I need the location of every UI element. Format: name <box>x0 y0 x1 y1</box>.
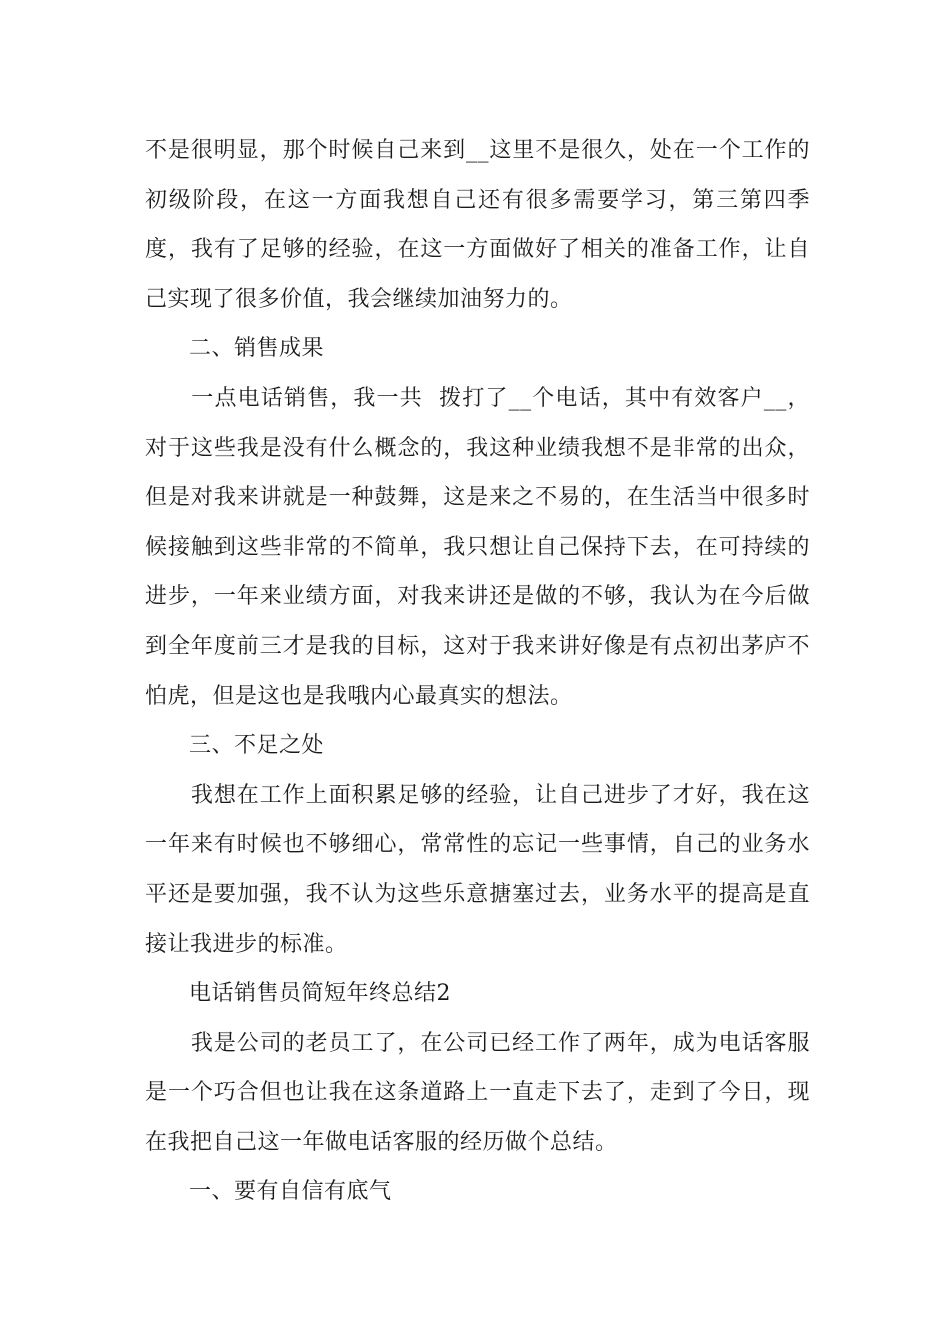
paragraph-work-experience: 不是很明显，那个时候自己来到__这里不是很久，处在一个工作的初级阶段，在这一方面我想自己还有很多需要学习，第三第四季度，我有了足够的经验，在这一方面做好了相关的准备工作，让自己实现了很多价值，我会继续加油努力的。 <box>145 138 810 312</box>
paragraph-intro-summary-2: 我是公司的老员工了，在公司已经工作了两年，成为电话客服是一个巧合但也让我在这条道路上一直走下去了，走到了今日，现在我把自己这一年做电话客服的经历做个总结。 <box>145 1030 810 1155</box>
section-heading-sales-results: 二、销售成果 <box>189 336 325 362</box>
section-heading-shortcomings: 三、不足之处 <box>189 733 325 759</box>
document-body <box>145 126 810 1217</box>
article-title-summary-2: 电话销售员简短年终总结2 <box>189 981 451 1007</box>
section-heading-confidence: 一、要有自信有底气 <box>189 1179 392 1205</box>
paragraph-shortcomings: 我想在工作上面积累足够的经验，让自己进步了才好，我在这一年来有时候也不够细心，常常性的忘记一些事情，自己的业务水平还是要加强，我不认为这些乐意搪塞过去，业务水平的提高是直接让我进步的标准。 <box>145 782 810 957</box>
paragraph-sales-results: 一点电话销售，我一共 拨打了__个电话，其中有效客户__，对于这些我是没有什么概念的，我这种业绩我想不是非常的出众，但是对我来讲就是一种鼓舞，这是来之不易的，在生活当中很多时候接触到这些非常的不简单，我只想让自己保持下去，在可持续的进步，一年来业绩方面，对我来讲还是做的不够，我认为在今后做到全年度前三才是我的目标，这对于我来讲好像是有点初出茅庐不怕虎，但是这也是我哦内心最真实的想法。 <box>145 385 810 709</box>
